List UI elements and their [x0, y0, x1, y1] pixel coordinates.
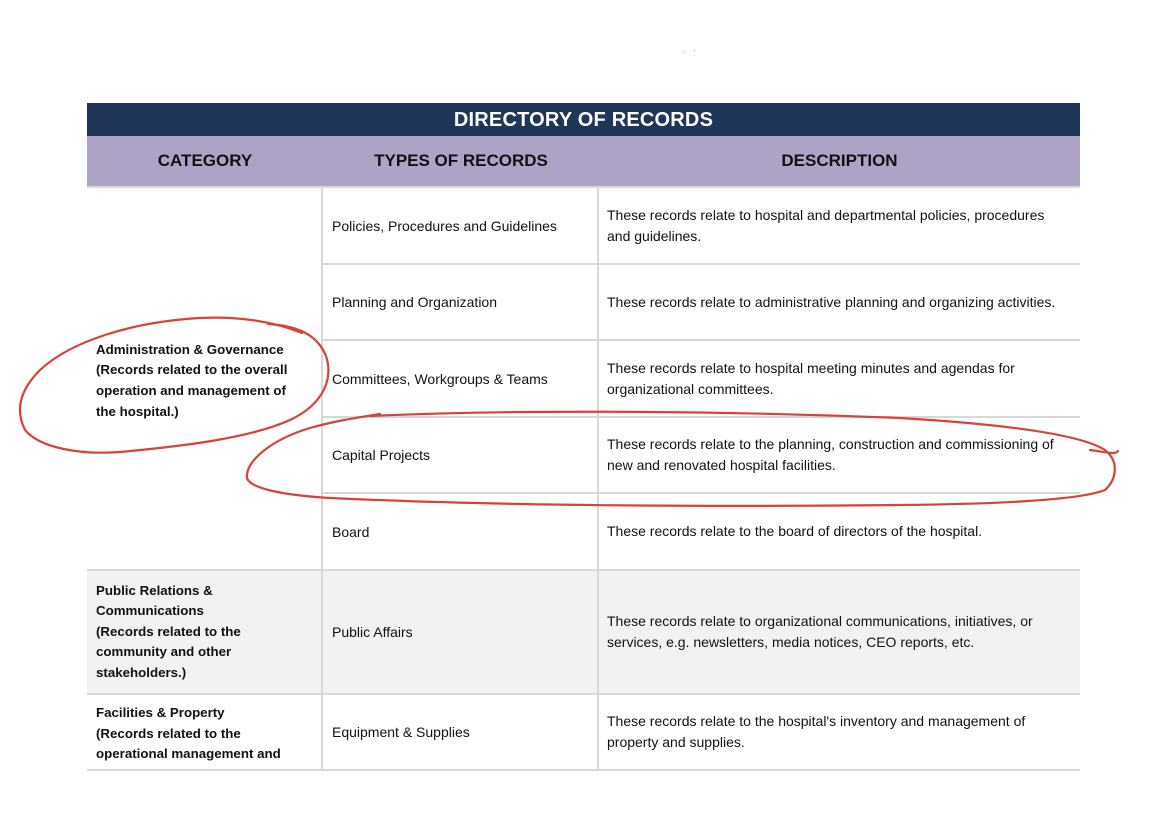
header-category: CATEGORY	[157, 151, 253, 170]
record-type: Committees, Workgroups & Teams	[323, 341, 599, 416]
record-description: These records relate to the planning, construction and commissioning of new and renovated hospital facilities.	[607, 436, 1054, 473]
category-line: (Records related to the	[96, 725, 241, 741]
category-line: community and other	[96, 644, 232, 660]
table-row	[323, 418, 1080, 494]
category-line: the hospital.)	[96, 403, 179, 419]
record-type: Board	[323, 494, 599, 569]
category-cell	[87, 571, 323, 693]
record-type: Public Affairs	[323, 571, 599, 693]
category-line: (Records related to the overall	[96, 362, 288, 378]
table-row	[323, 571, 1080, 693]
category-line: Administration & Governance	[96, 341, 284, 357]
scan-speck	[683, 50, 695, 53]
category-line: Facilities & Property	[96, 705, 225, 720]
record-type: Policies, Procedures and Guidelines	[323, 188, 599, 263]
records-directory-table	[87, 103, 1080, 771]
category-line: Public Relations &	[96, 582, 213, 598]
category-line: operation and management of	[96, 383, 286, 398]
category-line: Communications	[96, 603, 204, 619]
category-line: operational management and	[96, 746, 281, 762]
record-type: Equipment & Supplies	[323, 695, 599, 769]
section-public-relations	[87, 571, 1080, 695]
section-administration-governance	[87, 188, 1080, 571]
record-description: These records relate to administrative planning and organizing activities.	[607, 293, 1056, 310]
category-cell	[87, 695, 323, 769]
category-line: stakeholders.)	[96, 664, 187, 680]
table-row	[323, 494, 1080, 569]
record-type: Planning and Organization	[323, 265, 599, 339]
header-description: DESCRIPTION	[781, 151, 898, 170]
table-title: DIRECTORY OF RECORDS	[87, 103, 1080, 136]
table-row	[323, 695, 1080, 769]
section-facilities-property	[87, 695, 1080, 771]
header-row	[87, 136, 1080, 188]
record-description: These records relate to the hospital's inventory and management of property and supplies.	[607, 713, 1026, 750]
table-row	[323, 341, 1080, 418]
record-description: These records relate to the board of directors of the hospital.	[607, 523, 983, 540]
record-description: These records relate to organizational communications, initiatives, or services, e.g. newsletters, media notices, CEO reports, etc.	[607, 613, 1033, 650]
table-row	[323, 265, 1080, 341]
category-cell	[87, 188, 323, 569]
record-type: Capital Projects	[323, 418, 599, 492]
header-types-of-records: TYPES OF RECORDS	[374, 151, 548, 170]
table-row	[323, 188, 1080, 265]
record-description: These records relate to hospital and departmental policies, procedures and guidelines.	[607, 206, 1045, 244]
record-description: These records relate to hospital meeting minutes and agendas for organizational committees.	[607, 359, 1015, 397]
category-line: (Records related to the	[96, 623, 241, 639]
